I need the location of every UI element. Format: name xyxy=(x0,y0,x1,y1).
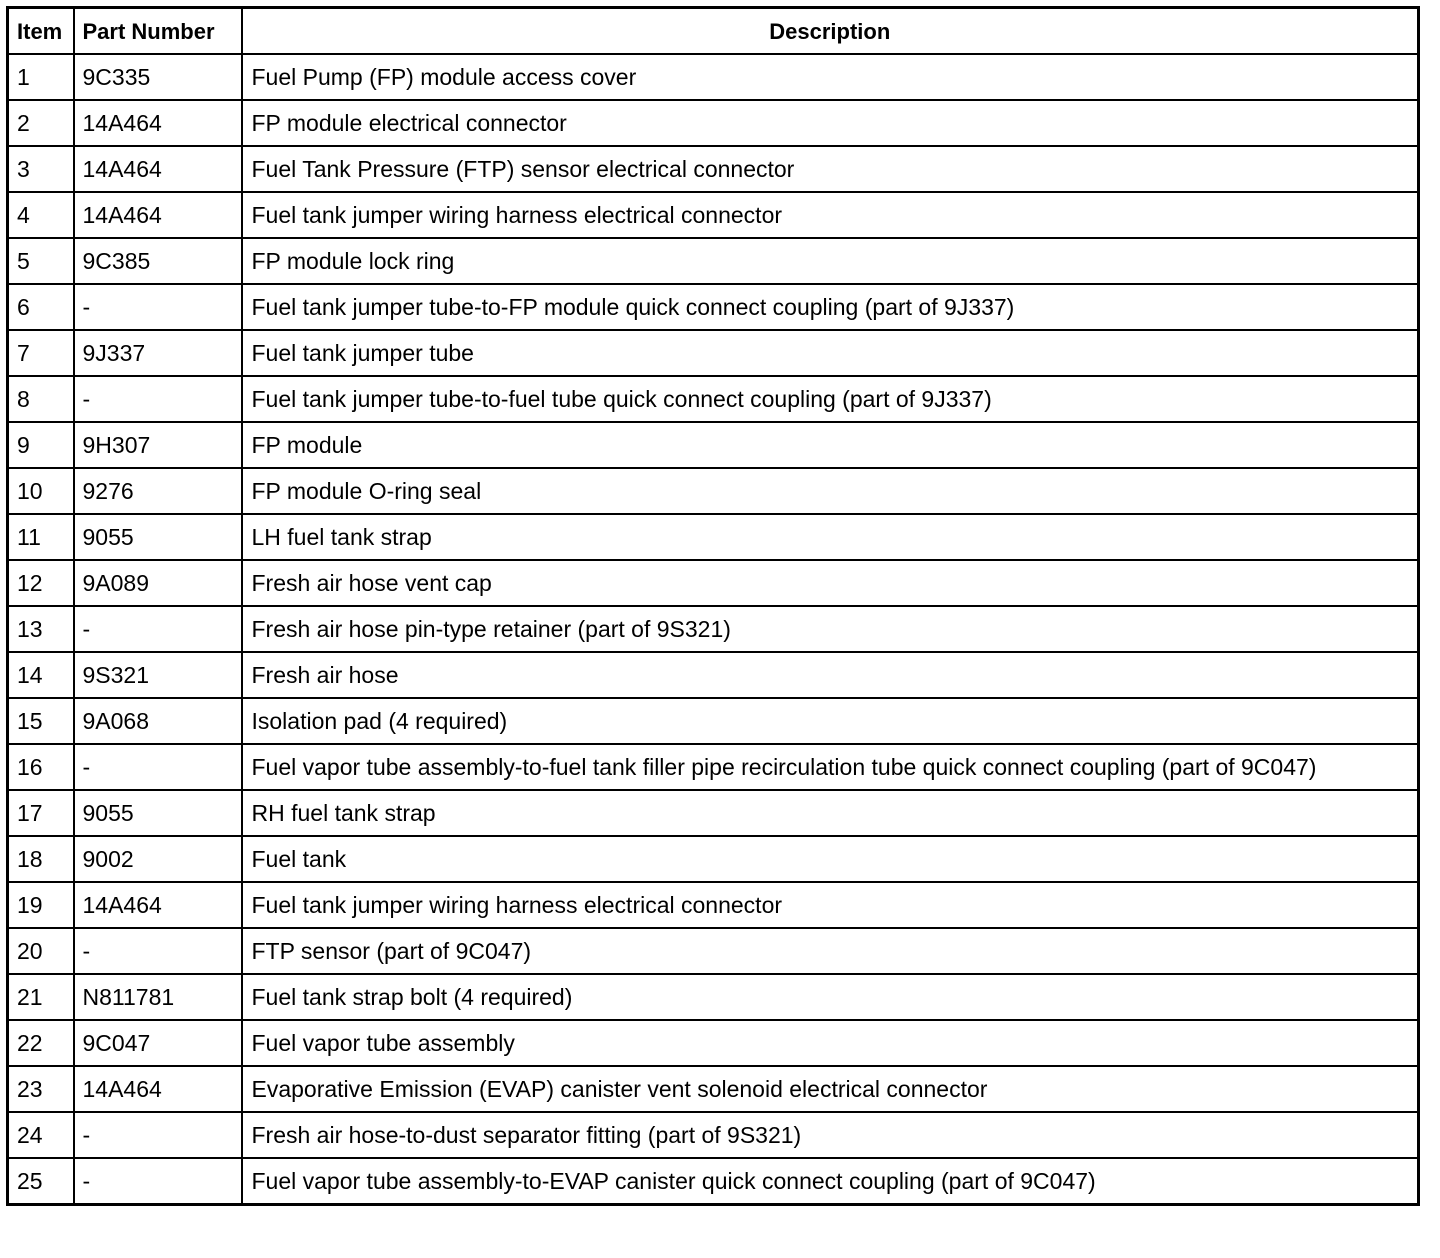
item-cell: 13 xyxy=(8,606,74,652)
part-number-cell: 9055 xyxy=(74,790,242,836)
description-cell: Fuel tank jumper wiring harness electrical connector xyxy=(242,882,1419,928)
part-number-cell: - xyxy=(74,284,242,330)
table-row xyxy=(8,928,1419,974)
table-row xyxy=(8,836,1419,882)
parts-table xyxy=(6,6,1420,1206)
description-cell: RH fuel tank strap xyxy=(242,790,1419,836)
item-cell: 3 xyxy=(8,146,74,192)
description-cell: Fuel tank jumper tube-to-FP module quick connect coupling (part of 9J337) xyxy=(242,284,1419,330)
description-cell: Fresh air hose vent cap xyxy=(242,560,1419,606)
description-cell: Fuel vapor tube assembly xyxy=(242,1020,1419,1066)
item-cell: 12 xyxy=(8,560,74,606)
item-cell: 14 xyxy=(8,652,74,698)
table-row xyxy=(8,1020,1419,1066)
description-cell: LH fuel tank strap xyxy=(242,514,1419,560)
part-number-cell: 9A089 xyxy=(74,560,242,606)
part-number-cell: - xyxy=(74,744,242,790)
description-cell: Fuel Tank Pressure (FTP) sensor electrical connector xyxy=(242,146,1419,192)
table-row xyxy=(8,468,1419,514)
item-cell: 25 xyxy=(8,1158,74,1205)
part-number-cell: 9C047 xyxy=(74,1020,242,1066)
table-row xyxy=(8,100,1419,146)
table-row xyxy=(8,238,1419,284)
item-cell: 1 xyxy=(8,54,74,100)
table-header-row xyxy=(8,8,1419,55)
description-cell: FP module lock ring xyxy=(242,238,1419,284)
part-number-cell: 14A464 xyxy=(74,882,242,928)
header-part-number: Part Number xyxy=(74,8,242,55)
description-cell: Fuel vapor tube assembly-to-EVAP canister quick connect coupling (part of 9C047) xyxy=(242,1158,1419,1205)
table-body xyxy=(8,54,1419,1205)
description-cell: Evaporative Emission (EVAP) canister vent solenoid electrical connector xyxy=(242,1066,1419,1112)
table-row xyxy=(8,974,1419,1020)
table-row xyxy=(8,1112,1419,1158)
item-cell: 19 xyxy=(8,882,74,928)
table-row xyxy=(8,652,1419,698)
item-cell: 7 xyxy=(8,330,74,376)
part-number-cell: - xyxy=(74,376,242,422)
part-number-cell: 9A068 xyxy=(74,698,242,744)
table-row xyxy=(8,422,1419,468)
table-row xyxy=(8,376,1419,422)
description-cell: Fuel tank jumper tube xyxy=(242,330,1419,376)
table-row xyxy=(8,882,1419,928)
description-cell: Fresh air hose pin-type retainer (part of 9S321) xyxy=(242,606,1419,652)
item-cell: 8 xyxy=(8,376,74,422)
item-cell: 2 xyxy=(8,100,74,146)
item-cell: 18 xyxy=(8,836,74,882)
table-row xyxy=(8,790,1419,836)
part-number-cell: - xyxy=(74,928,242,974)
item-cell: 22 xyxy=(8,1020,74,1066)
description-cell: Fuel tank xyxy=(242,836,1419,882)
description-cell: Fuel Pump (FP) module access cover xyxy=(242,54,1419,100)
description-cell: Fresh air hose-to-dust separator fitting (part of 9S321) xyxy=(242,1112,1419,1158)
item-cell: 11 xyxy=(8,514,74,560)
part-number-cell: 14A464 xyxy=(74,100,242,146)
description-cell: FP module electrical connector xyxy=(242,100,1419,146)
description-cell: FP module O-ring seal xyxy=(242,468,1419,514)
item-cell: 4 xyxy=(8,192,74,238)
part-number-cell: - xyxy=(74,1112,242,1158)
table-row xyxy=(8,744,1419,790)
item-cell: 20 xyxy=(8,928,74,974)
description-cell: Fuel tank jumper wiring harness electrical connector xyxy=(242,192,1419,238)
description-cell: Fuel vapor tube assembly-to-fuel tank filler pipe recirculation tube quick connect coupling (part of 9C047) xyxy=(242,744,1419,790)
table-row xyxy=(8,284,1419,330)
table-row xyxy=(8,1066,1419,1112)
table-row xyxy=(8,330,1419,376)
part-number-cell: 9C385 xyxy=(74,238,242,284)
table-row xyxy=(8,1158,1419,1205)
table-row xyxy=(8,698,1419,744)
item-cell: 16 xyxy=(8,744,74,790)
header-description: Description xyxy=(242,8,1419,55)
description-cell: Fuel tank jumper tube-to-fuel tube quick connect coupling (part of 9J337) xyxy=(242,376,1419,422)
part-number-cell: 14A464 xyxy=(74,146,242,192)
description-cell: FP module xyxy=(242,422,1419,468)
item-cell: 24 xyxy=(8,1112,74,1158)
part-number-cell: - xyxy=(74,1158,242,1205)
header-item: Item xyxy=(8,8,74,55)
part-number-cell: 9276 xyxy=(74,468,242,514)
part-number-cell: - xyxy=(74,606,242,652)
table-row xyxy=(8,146,1419,192)
item-cell: 23 xyxy=(8,1066,74,1112)
table-row xyxy=(8,560,1419,606)
part-number-cell: 9H307 xyxy=(74,422,242,468)
table-row xyxy=(8,192,1419,238)
table-row xyxy=(8,54,1419,100)
part-number-cell: 9055 xyxy=(74,514,242,560)
part-number-cell: 14A464 xyxy=(74,1066,242,1112)
part-number-cell: 9002 xyxy=(74,836,242,882)
part-number-cell: 9J337 xyxy=(74,330,242,376)
table-row xyxy=(8,514,1419,560)
part-number-cell: 9S321 xyxy=(74,652,242,698)
item-cell: 5 xyxy=(8,238,74,284)
item-cell: 10 xyxy=(8,468,74,514)
description-cell: Fresh air hose xyxy=(242,652,1419,698)
part-number-cell: 14A464 xyxy=(74,192,242,238)
item-cell: 17 xyxy=(8,790,74,836)
part-number-cell: N811781 xyxy=(74,974,242,1020)
description-cell: FTP sensor (part of 9C047) xyxy=(242,928,1419,974)
item-cell: 9 xyxy=(8,422,74,468)
table-row xyxy=(8,606,1419,652)
item-cell: 21 xyxy=(8,974,74,1020)
description-cell: Isolation pad (4 required) xyxy=(242,698,1419,744)
item-cell: 6 xyxy=(8,284,74,330)
part-number-cell: 9C335 xyxy=(74,54,242,100)
item-cell: 15 xyxy=(8,698,74,744)
description-cell: Fuel tank strap bolt (4 required) xyxy=(242,974,1419,1020)
